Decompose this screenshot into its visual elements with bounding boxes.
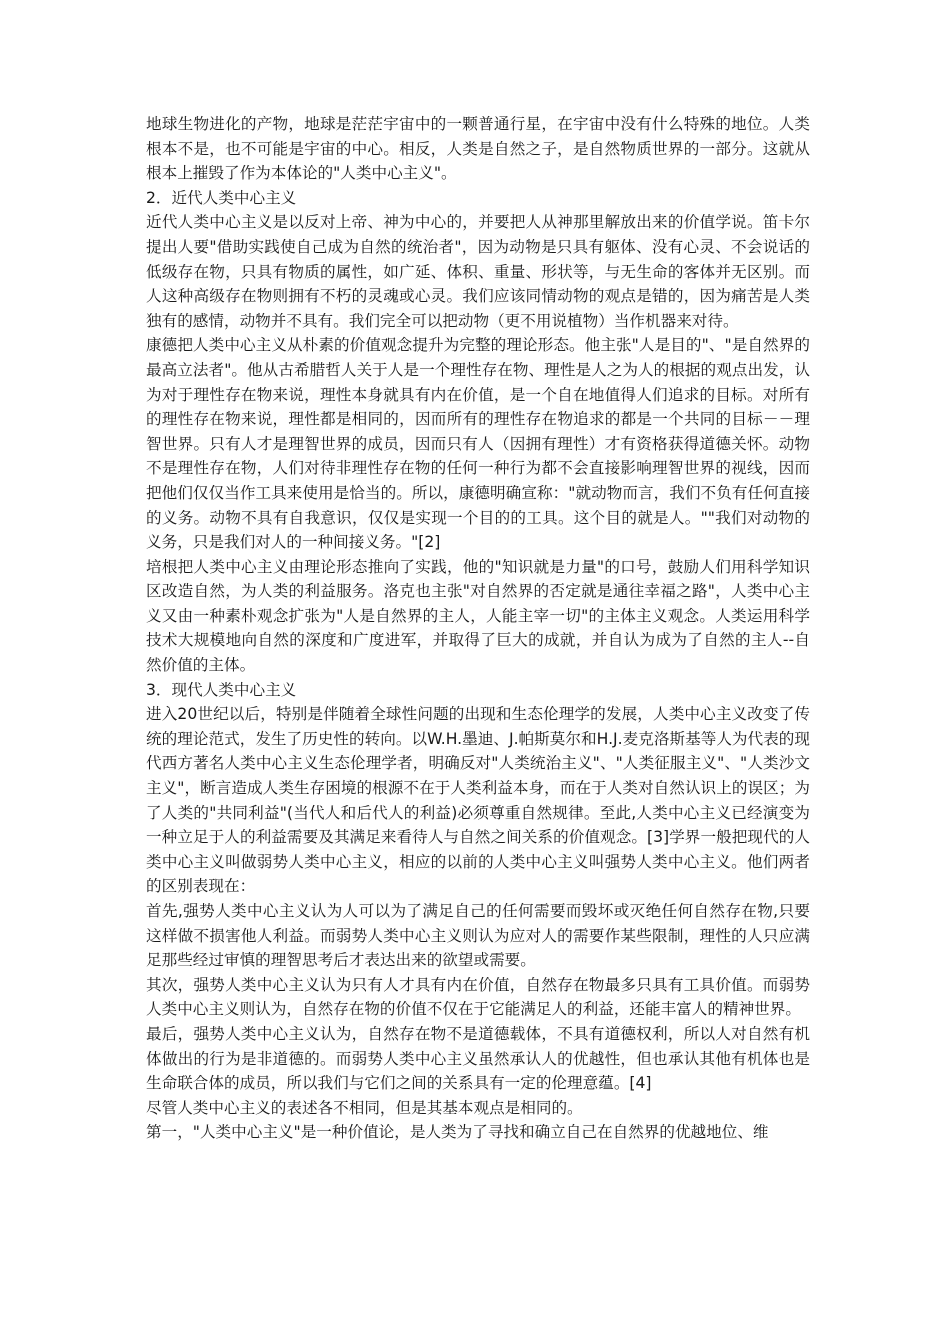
paragraph-common-view: 尽管人类中心主义的表述各不相同，但是其基本观点是相同的。 — [146, 1098, 583, 1117]
paragraph-bacon-locke: 培根把人类中心主义由理论形态推向了实践，他的"知识就是力量"的口号，鼓励人们用科学知识区改造自然，为人类的利益服务。洛克也主张"对自然界的否定就是通往幸福之路"，人类中心主义又由一种素朴观念扩张为"人是自然界的主人，人能主宰一切"的主体主义观念。人类运用科学技术大规模地向自然的深度和广度进军，并取得了巨大的成就，并自认为成为了自然的主人--自然价值的主体。 — [146, 557, 810, 675]
paragraph-second-difference: 其次，强势人类中心主义认为只有人才具有内在价值，自然存在物最多只具有工具价值。而弱势人类中心主义则认为，自然存在物的价值不仅在于它能满足人的利益，还能丰富人的精神世界。 — [146, 975, 810, 1019]
paragraph-third-difference: 最后，强势人类中心主义认为，自然存在物不是道德载体，不具有道德权利，所以人对自然有机体做出的行为是非道德的。而弱势人类中心主义虽然承认人的优越性，但也承认其他有机体也是生命联合体的成员，所以我们与它们之间的关系具有一定的伦理意蕴。[4] — [146, 1024, 810, 1093]
paragraph-descartes: 近代人类中心主义是以反对上帝、神为中心的，并要把人从神那里解放出来的价值学说。笛卡尔提出人要"借助实践使自己成为自然的统治者"，因为动物是只具有躯体、没有心灵、不会说话的低级存在物，只具有物质的属性，如广延、体积、重量、形状等，与无生命的客体并无区别。而人这种高级存在物则拥有不朽的灵魂或心灵。我们应该同情动物的观点是错的，因为痛苦是人类独有的感情，动物并不具有。我们完全可以把动物（更不用说植物）当作机器来对待。 — [146, 213, 810, 330]
section-heading-contemporary-anthropocentrism: 3．现代人类中心主义 — [146, 680, 297, 699]
paragraph-first-point: 第一，"人类中心主义"是一种价值论，是人类为了寻找和确立自己在自然界的优越地位、维 — [146, 1123, 769, 1142]
paragraph-kant: 康德把人类中心主义从朴素的价值观念提升为完整的理论形态。他主张"人是目的"、"是自然界的最高立法者"。他从古希腊哲人关于人是一个理性存在物、理性是人之为人的根据的观点出发，认为对于理性存在物来说，理性本身就具有内在价值，是一个自在地值得人们追求的目标。对所有的理性存在物来说，理性都是相同的，因而所有的理性存在物追求的都是一个共同的目标－－理智世界。只有人才是理智世界的成员，因而只有人（因拥有理性）才有资格获得道德关怀。动物不是理性存在物，人们对待非理性存在物的任何一种行为都不会直接影响理智世界的视线，因而把他们仅仅当作工具来使用是恰当的。所以，康德明确宣称："就动物而言，我们不负有任何直接的义务。动物不具有自我意识，仅仅是实现一个目的的工具。这个目的就是人。""我们对动物的义务，只是我们对人的一种间接义务。"[2] — [146, 336, 810, 552]
paragraph-first-difference: 首先,强势人类中心主义认为人可以为了满足自己的任何需要而毁坏或灭绝任何自然存在物,只要这样做不损害他人利益。而弱势人类中心主义则认为应对人的需要作某些限制，理性的人只应满足那些经过审慎的理智思考后才表达出来的欲望或需要。 — [146, 902, 810, 970]
paragraph-20th-century: 进入20世纪以后，特别是伴随着全球性问题的出现和生态伦理学的发展，人类中心主义改变了传统的理论范式，发生了历史性的转向。以W.H.墨迪、J.帕斯莫尔和H.J.麦克洛斯基等人为代表的现代西方著名人类中心主义生态伦理学者，明确反对"人类统治主义"、"人类征服主义"、"人类沙文主义"，断言造成人类生存困境的根源不在于人类利益本身，而在于人类对自然认识上的误区；为了人类的"共同利益"(当代人和后代人的利益)必须尊重自然规律。至此,人类中心主义已经演变为一种立足于人的利益需要及其满足来看待人与自然之间关系的价值观念。[3]学界一般把现代的人类中心主义叫做弱势人类中心主义，相应的以前的人类中心主义叫强势人类中心主义。他们两者的区别表现在： — [146, 705, 810, 896]
document-body — [146, 112, 810, 1145]
section-heading-modern-anthropocentrism: 2．近代人类中心主义 — [146, 188, 297, 207]
paragraph-intro: 地球生物进化的产物，地球是茫茫宇宙中的一颗普通行星，在宇宙中没有什么特殊的地位。人类根本不是，也不可能是宇宙的中心。相反，人类是自然之子，是自然物质世界的一部分。这就从根本上摧毁了作为本体论的"人类中心主义"。 — [146, 115, 810, 183]
